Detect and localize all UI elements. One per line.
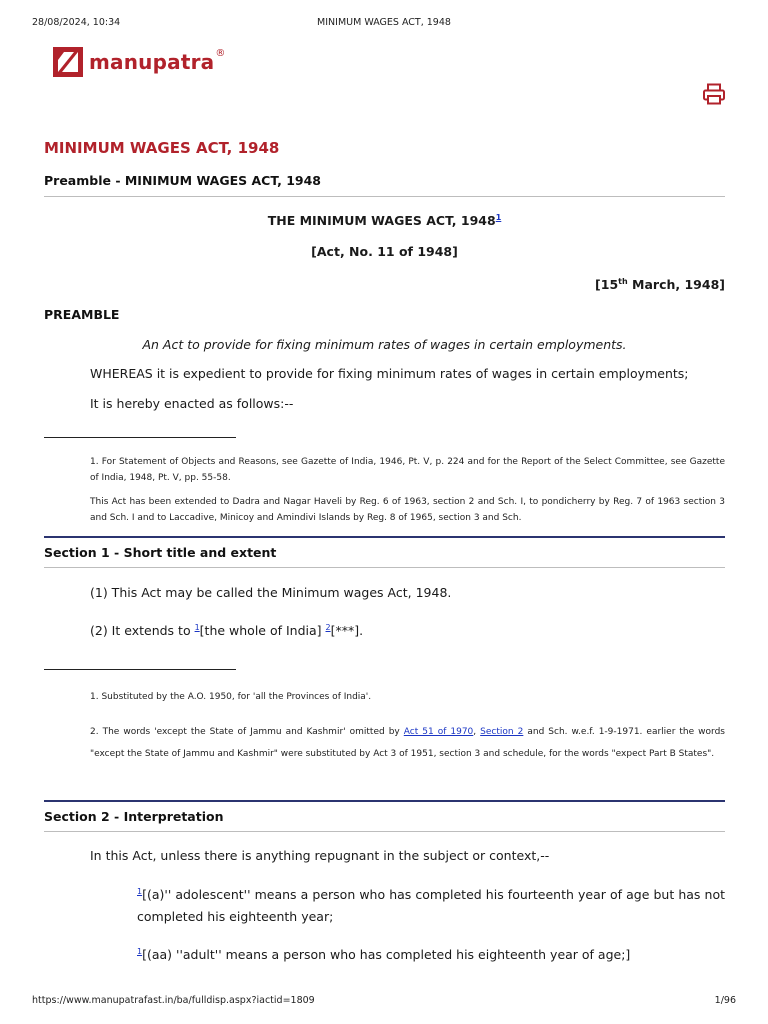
footnote-text: and Sch. w.e.f. 1-9-1971. earlier the words "except the State of Jammu and Kashmir" were substituted by Act 3 of 1951, section 3 and schedule, for the words "expect Part B States". [90, 727, 725, 759]
logo-wordmark: manupatra [89, 50, 215, 74]
divider [44, 831, 725, 832]
section-2-heading: Section 2 - Interpretation [44, 809, 224, 824]
footnote-rule [44, 669, 236, 670]
footnote-rule [44, 437, 236, 438]
preamble-label: PREAMBLE [44, 307, 120, 322]
section-1-clause-1: (1) This Act may be called the Minimum wages Act, 1948. [90, 585, 452, 600]
section-1-footnote-1: 1. Substituted by the A.O. 1950, for 'all the Provinces of India'. [90, 692, 372, 702]
section-1-heading: Section 1 - Short title and extent [44, 545, 277, 560]
footnote-extension: This Act has been extended to Dadra and Nagar Haveli by Reg. 6 of 1963, section 2 and Sch. I, to pondicherry by Reg. 7 of 1963 section 3 and Sch. I and to Laccadive, Minicoy and Amindivi Islands by Reg. 8 of 1965, section 3 and Sch. [90, 497, 725, 523]
divider [44, 567, 725, 568]
footnote-ref[interactable]: 1 [495, 213, 502, 222]
section-1-clause-2 [90, 623, 363, 638]
clause-2-text: (2) It extends to [90, 623, 195, 639]
act-title [44, 213, 725, 228]
section-divider [44, 536, 725, 538]
manupatra-logo[interactable] [52, 46, 225, 78]
clause-2-text: [***]. [330, 623, 364, 639]
section-2-link[interactable]: Section 2 [480, 727, 524, 737]
footnote-ref[interactable]: 1 [194, 623, 200, 632]
definition-text: [(a)'' adolescent'' means a person who has completed his fourteenth year of age but has not completed his eighteenth year; [137, 887, 725, 925]
section-divider [44, 800, 725, 802]
footnote-ref[interactable]: 1 [137, 947, 143, 956]
clause-2-text: [the whole of India] [199, 623, 326, 639]
date-sup: th [618, 277, 628, 286]
date-post: March, 1948] [627, 277, 725, 293]
document-title: MINIMUM WAGES ACT, 1948 [44, 139, 280, 157]
act-title-text: THE MINIMUM WAGES ACT, 1948 [267, 213, 496, 229]
print-button[interactable] [702, 83, 726, 105]
footnote-1: 1. For Statement of Objects and Reasons, see Gazette of India, 1946, Pt. V, p. 224 and for the Report of the Select Committee, see Gazette of India, 1948, Pt. V, pp. 55-58. [90, 457, 725, 483]
definition-adolescent [137, 881, 725, 928]
enacting-clause: It is hereby enacted as follows:-- [90, 396, 294, 411]
page-number: 1/96 [714, 995, 736, 1006]
section-1-footnote-2 [90, 721, 725, 765]
logo-registered-mark: ® [215, 47, 226, 59]
whereas-clause: WHEREAS it is expedient to provide for fixing minimum rates of wages in certain employments; [90, 366, 689, 381]
print-title: MINIMUM WAGES ACT, 1948 [317, 17, 451, 28]
act-51-of-1970-link[interactable]: Act 51 of 1970 [403, 727, 474, 737]
manupatra-logo-icon [52, 46, 84, 78]
footnote-text: , [473, 727, 481, 737]
print-url: https://www.manupatrafast.in/ba/fulldisp.aspx?iactid=1809 [32, 995, 315, 1006]
date-pre: [15 [595, 277, 619, 293]
print-date: 28/08/2024, 10:34 [32, 17, 121, 28]
definition-text: [(aa) ''adult'' means a person who has completed his eighteenth year of age;] [142, 947, 631, 963]
definition-adult [137, 941, 725, 966]
section-2-intro: In this Act, unless there is anything repugnant in the subject or context,-- [90, 848, 550, 863]
footnote-ref[interactable]: 1 [137, 887, 143, 896]
printer-icon [702, 83, 726, 105]
preamble-heading: Preamble - MINIMUM WAGES ACT, 1948 [44, 173, 321, 188]
footnote-ref[interactable]: 2 [325, 623, 331, 632]
act-number: [Act, No. 11 of 1948] [311, 244, 458, 259]
divider [44, 196, 725, 197]
act-date [44, 277, 725, 292]
footnote-text: 2. The words 'except the State of Jammu and Kashmir' omitted by [90, 727, 404, 737]
long-title: An Act to provide for fixing minimum rates of wages in certain employments. [142, 337, 627, 352]
